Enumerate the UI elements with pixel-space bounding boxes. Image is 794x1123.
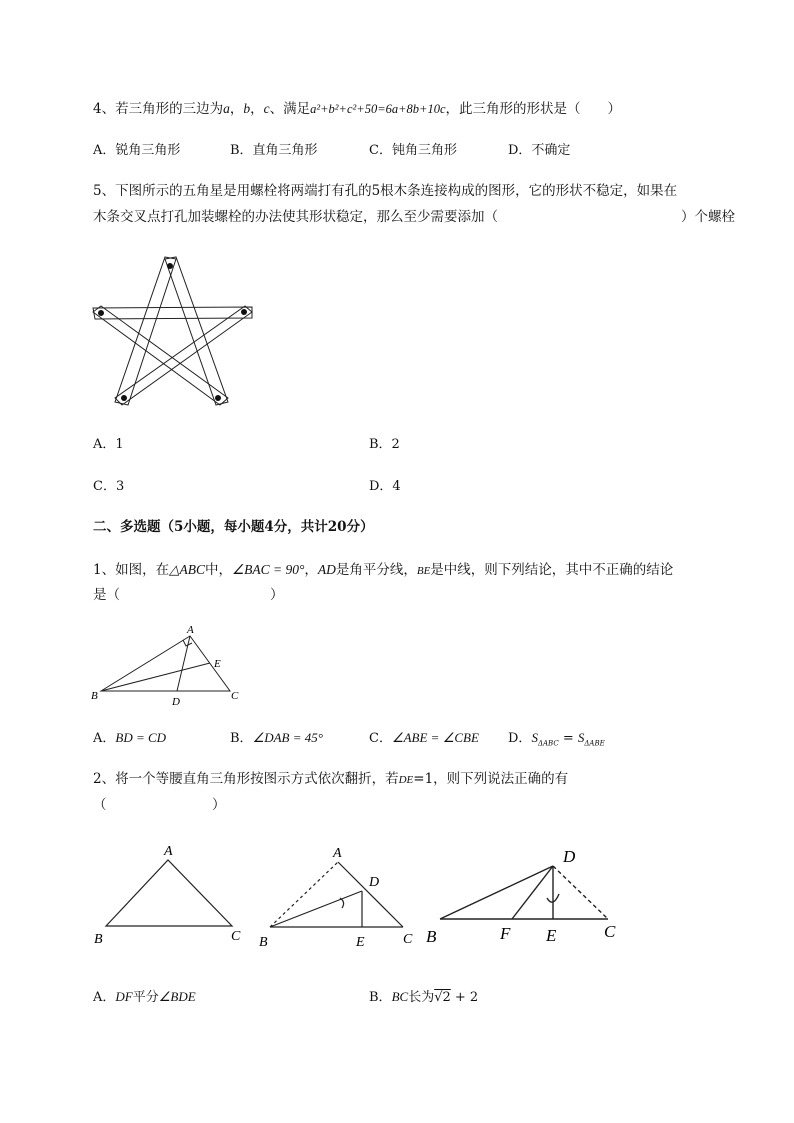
- mq1-option-d: D．$S_{\Delta ABC} = S_{\Delta ABE}$: [508, 730, 605, 748]
- fig1-label-c: C: [231, 929, 241, 944]
- fig2-label-b: B: [259, 935, 268, 950]
- q5-option-d: D．4: [369, 479, 401, 494]
- section-title: 二、多选题（5小题，每小题4分，共计20分）: [93, 519, 374, 535]
- fig3-label-f: F: [500, 924, 511, 943]
- q5-line2-end: ）个螺栓: [681, 209, 735, 225]
- fig2-label-c: C: [403, 932, 413, 947]
- fig3-label-d: D: [563, 847, 576, 866]
- fig-q1-label-e: E: [214, 658, 221, 670]
- fig-q1-label-d: D: [172, 696, 180, 708]
- q4-equation: a²+b²+c²+50=6a+8b+10c: [310, 102, 446, 116]
- q4-option-a: A．锐角三角形: [93, 143, 181, 158]
- q5-line1: 5、下图所示的五角星是用螺栓将两端打有孔的5根木条连接构成的图形，它的形状不稳定，如果在: [93, 183, 678, 199]
- fig-q1-label-a: A: [187, 624, 194, 636]
- fig2-label-e: E: [356, 935, 365, 950]
- mq2-option-b: B．BC长为√2 + 2: [369, 989, 479, 1005]
- mq1-line2-end: ）: [270, 587, 284, 603]
- mq2-line2-start: （: [93, 797, 107, 813]
- fig2-label-a: A: [333, 846, 342, 861]
- q5-option-b: B．2: [369, 437, 400, 452]
- q5-option-c: C．3: [93, 479, 125, 494]
- mq1-option-b: B．∠DAB = 45°: [230, 730, 323, 746]
- q5-option-a: A．1: [93, 437, 124, 452]
- mq1-option-c: C．∠ABE = ∠CBE: [369, 730, 479, 746]
- q4-stem: 4、若三角形的三边为a，b，c、满足a²+b²+c²+50=6a+8b+10c，此三角形的形状是（ ）: [93, 101, 622, 117]
- fig2-label-d: D: [369, 875, 380, 890]
- fig-q1-label-c: C: [231, 690, 239, 702]
- mq2-option-a: A．DF平分∠BDE: [93, 989, 196, 1005]
- q4-option-b: B．直角三角形: [230, 143, 318, 158]
- mq1-line1: 1、如图，在△ABC中，∠BAC = 90°，AD是角平分线，BE是中线，则下列结论，其中不正确的结论: [93, 562, 674, 578]
- q4-option-c: C．钝角三角形: [369, 143, 457, 158]
- mq1-line2-start: 是（: [93, 587, 120, 603]
- fig1-label-b: B: [94, 932, 103, 947]
- q4-option-d: D．不确定: [508, 143, 571, 158]
- fig-q1-label-b: B: [91, 690, 98, 702]
- fig3-label-e: E: [546, 926, 557, 945]
- fig3-label-b: B: [426, 927, 437, 946]
- q5-line2-start: 木条交叉点打孔加装螺栓的办法使其形状稳定，那么至少需要添加（: [93, 209, 498, 225]
- fig1-label-a: A: [164, 844, 173, 859]
- fig3-label-c: C: [604, 922, 616, 941]
- mq2-line2-end: ）: [212, 797, 226, 813]
- mq2-line1: 2、将一个等腰直角三角形按图示方式依次翻折，若DE=1，则下列说法正确的有: [93, 771, 569, 787]
- mq1-option-a: A．BD = CD: [93, 730, 167, 746]
